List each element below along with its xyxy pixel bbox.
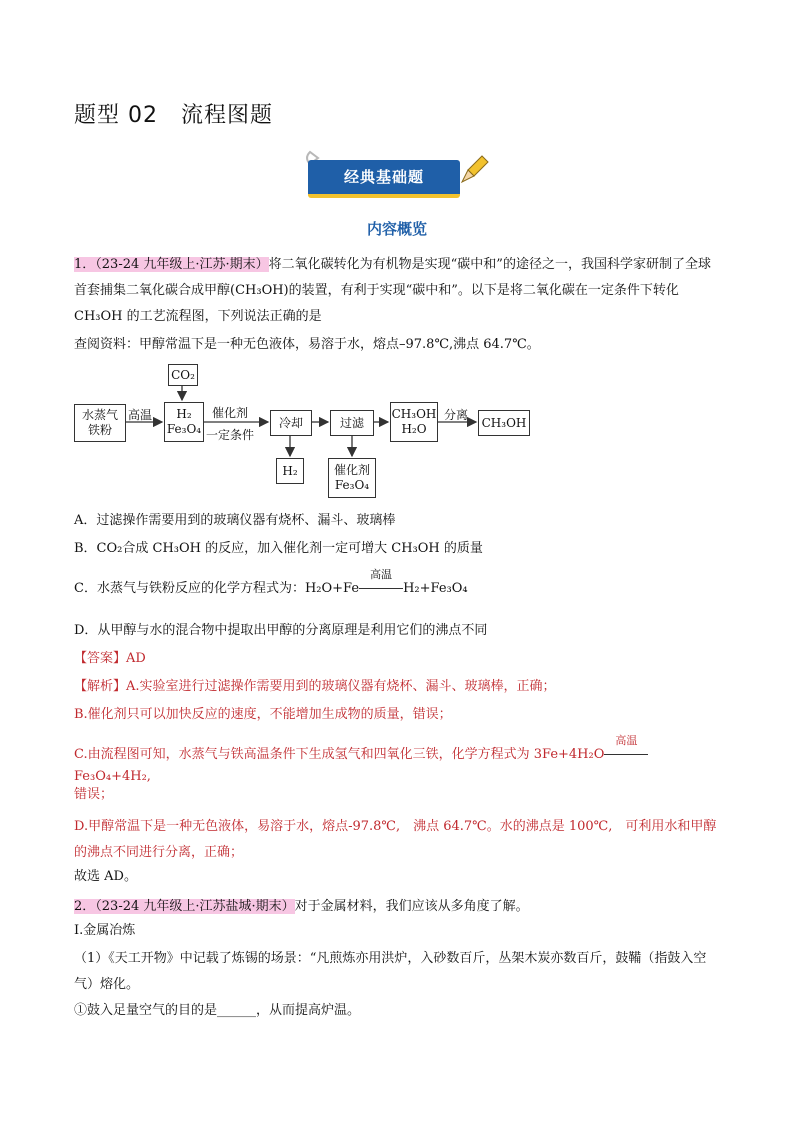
question-1-source: 1．（23-24 九年级上·江苏·期末） [74,257,269,272]
question-1-text: 将二氧化碳转化为有机物是实现“碳中和”的途径之一，我国科学家研制了全球首套捕集二氧化碳合成甲醇(CH₃OH)的装置，有利于实现“碳中和”。以下是将二氧化碳在一定条件下转化 CH₃OH 的工艺流程图，下列说法正确的是 [74,257,711,324]
analysis-c: C.由流程图可知，水蒸气与铁高温条件下生成氢气和四氧化三铁，化学方程式为 3Fe+4H₂O 高温 Fe₃O₄+4H₂, [74,744,720,788]
question-2-sub-1: （1）《天工开物》中记载了炼锡的场景：“凡煎炼亦用洪炉，入砂数百斤，丛架木炭亦数百斤，鼓鞴（指鼓入空气）熔化。 [74,951,707,992]
arrow-label-catalyst: 催化剂 [212,406,249,420]
section-title: 内容概览 [366,220,427,238]
co2-box: CO₂ [168,364,198,386]
filter-box: 过滤 [330,410,374,436]
answer-line: 【答案】AD [74,651,146,666]
question-1-stem [74,252,720,330]
product-box: CH₃OH [478,410,530,436]
question-2-sub-1-question: ①鼓入足量空气的目的是______，从而提高炉温。 [74,1003,361,1018]
h2-output-box: H₂ [276,458,304,484]
analysis-c-end: 错误； [74,787,114,802]
analysis-d: D.甲醇常温下是一种无色液体，易溶于水，熔点-97.8℃, 沸点 64.7℃。水的沸点是 100℃, 可利用水和甲醇的沸点不同进行分离，正确； [74,819,717,860]
process-flow-diagram [72,362,542,502]
arrow-label-high-temp: 高温 [128,408,153,422]
question-2-source: 2．（23-24 九年级上·江苏盐城·期末） [74,899,295,914]
analysis-a: 【解析】A.实验室进行过滤操作需要用到的玻璃仪器有烧杯、漏斗、玻璃棒，正确； [74,679,556,694]
option-d: D．从甲醇与水的混合物中提取出甲醇的分离原理是利用它们的沸点不同 [74,623,488,638]
cooling-box: 冷却 [270,410,312,436]
conclusion: 故选 AD。 [74,869,137,884]
option-b: B．CO₂合成 CH₃OH 的反应，加入催化剂一定可增大 CH₃OH 的质量 [74,541,483,556]
option-c: C．水蒸气与铁粉反应的化学方程式为：H₂O+Fe 高温 H₂+Fe₃O₄ [74,578,720,600]
analysis-reaction-condition: 高温 [604,744,648,766]
analysis-b: B.催化剂只可以加快反应的速度，不能增加生成物的质量，错误； [74,707,452,722]
page-title: 题型 02 流程图题 [74,103,273,128]
catalyst-output-box: 催化剂 Fe₃O₄ [328,458,376,498]
arrow-label-condition: 一定条件 [206,428,255,442]
reaction-condition: 高温 [359,578,403,600]
arrow-label-separation: 分离 [444,408,469,422]
banner-label: 经典基础题 [343,168,424,186]
question-1-reference: 查阅资料：甲醇常温下是一种无色液体，易溶于水，熔点–97.8℃,沸点 64.7℃。 [74,337,540,352]
option-a: A．过滤操作需要用到的玻璃仪器有烧杯、漏斗、玻璃棒 [74,513,396,528]
feed-box: 水蒸气 铁粉 [74,404,126,442]
mixture-box: CH₃OH H₂O [390,402,438,442]
question-2-stem: 2．（23-24 九年级上·江苏盐城·期末）对于金属材料，我们应该从多角度了解。 [74,899,529,914]
banner [300,148,490,204]
reactor-box: H₂ Fe₃O₄ [164,402,204,442]
question-2-part-1: Ⅰ.金属冶炼 [74,923,136,938]
